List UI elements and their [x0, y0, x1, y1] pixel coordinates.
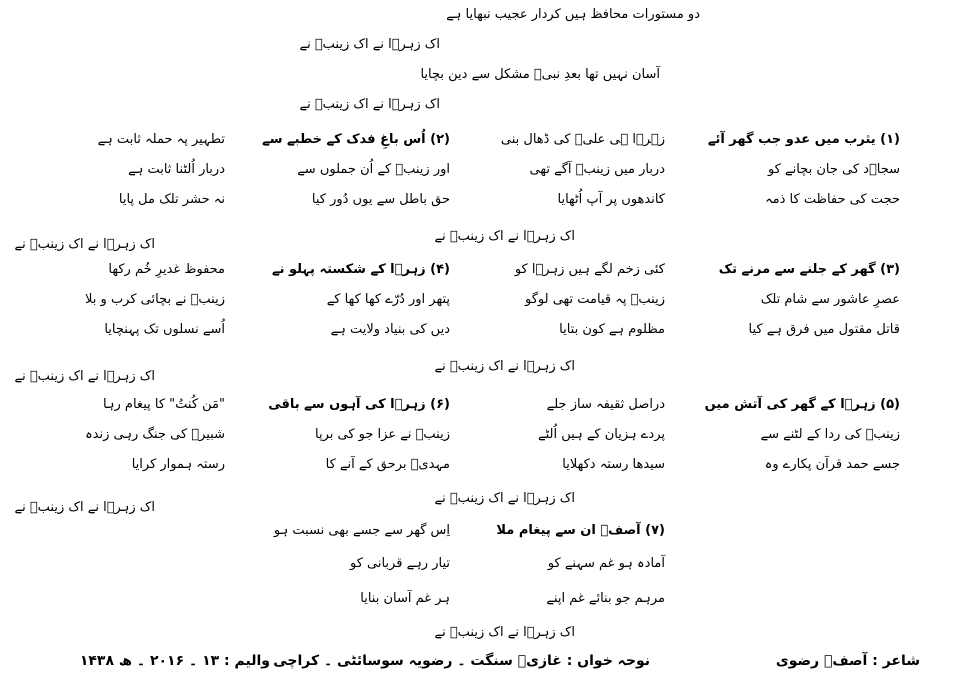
stanza-2-line-2-col-4: زینبؑ نے بچائی کرب و بلا	[85, 292, 225, 307]
stanza-1-line-2-col-2: دربار میں زینبؑ آگے تھی	[529, 162, 665, 177]
stanza-3-line-3-col-2: سیدھا رستہ دکھلایا	[562, 457, 665, 472]
stanza-2-line-3-col-3: دیں کی بنیاد ولایت ہے	[330, 322, 450, 337]
intro-refrain-2: اک زہرؑا نے اک زینبؑ نے	[299, 97, 440, 112]
final-line-3-col-2: ہر غم آسان بنایا	[360, 591, 450, 606]
stanza-2-line-1-col-1: (۳) گھر کے جلنے سے مرنے تک	[718, 262, 900, 277]
stanza-2-refrain-a: اک زہرؑا نے اک زینبؑ نے	[434, 359, 575, 374]
volume-info: والیم : ۱۳ ۔ ۲۰۱۶ ۔ ھ ۱۴۳۸	[79, 653, 270, 669]
stanza-1-refrain-b: اک زہرؑا نے اک زینبؑ نے	[14, 237, 155, 252]
stanza-3-refrain-a: اک زہرؑا نے اک زینبؑ نے	[434, 491, 575, 506]
stanza-2-line-3-col-1: قاتل مقتول میں فرق ہے کیا	[748, 322, 900, 337]
stanza-2-line-3-col-4: اُسے نسلوں تک پہنچایا	[104, 322, 225, 337]
final-refrain: اک زہرؑا نے اک زینبؑ نے	[434, 625, 575, 640]
stanza-3-line-3-col-3: مہدیؑ برحق کے آنے کا	[325, 457, 450, 472]
stanza-3-line-2-col-4: شبیرؑ کی جنگ رہی زندہ	[85, 427, 225, 442]
stanza-3-line-1-col-3: (۶) زہرؑا کی آہوں سے باقی	[268, 397, 450, 412]
stanza-3-line-1-col-4: "مَن کُنتُ" کا پیغام رہا	[102, 397, 225, 412]
stanza-3-line-1-col-1: (۵) زہرؑا کے گھر کی آتش میں	[704, 397, 900, 412]
intro-line-2: آسان نہیں تھا بعدِ نبیؐ مشکل سے دین بچایا	[420, 67, 660, 82]
stanza-1-line-2-col-3: اور زینبؑ کے اُن جملوں سے	[297, 162, 450, 177]
stanza-1-line-2-col-4: دربار اُلٹنا ثابت ہے	[128, 162, 225, 177]
stanza-2-line-2-col-3: پتھر اور دُرّے کھا کھا کے	[326, 292, 450, 307]
final-line-2-col-1: آمادہ ہو غم سہنے کو	[547, 556, 665, 571]
final-line-1-col-1: (۷) آصفؔ ان سے پیغام ملا	[496, 523, 665, 538]
stanza-2-refrain-b: اک زہرؑا نے اک زینبؑ نے	[14, 369, 155, 384]
stanza-1-line-2-col-1: سجاؑد کی جان بچانے کو	[767, 162, 900, 177]
stanza-1-line-3-col-4: نہ حشر تلک مل پایا	[118, 192, 225, 207]
intro-refrain-1: اک زہرؑا نے اک زینبؑ نے	[299, 37, 440, 52]
stanza-3-line-3-col-1: جسے حمد قرآن پکارے وہ	[764, 457, 900, 472]
stanza-2-line-3-col-2: مظلوم ہے کون بتایا	[559, 322, 665, 337]
stanza-3-line-2-col-3: زینبؑ نے عزا جو کی برپا	[315, 427, 450, 442]
stanza-1-line-1-col-2: زہرؑا ہی علیؑ کی ڈھال بنی	[500, 132, 665, 147]
reciter-credit: نوحہ خواں : غازیؑ سنگت ۔ رضویہ سوسائٹی ۔ کراچی	[273, 653, 650, 669]
stanza-2-line-1-col-4: محفوظ غدیرِ خُم رکھا	[108, 262, 225, 277]
stanza-2-line-1-col-3: (۴) زہرؑا کے شکستہ پہلو نے	[271, 262, 450, 277]
stanza-2-line-2-col-1: عصرِ عاشور سے شام تلک	[760, 292, 900, 307]
stanza-3-line-2-col-2: پردے ہزیان کے ہیں اُلٹے	[538, 427, 665, 442]
stanza-1-line-3-col-3: حق باطل سے یوں دُور کیا	[311, 192, 450, 207]
stanza-1-line-1-col-1: (۱) یثرب میں عدو جب گھر آئے	[707, 132, 900, 147]
final-line-3-col-1: مرہم جو بنائے غم اپنے	[546, 591, 665, 606]
stanza-2-line-2-col-2: زینبؑ پہ قیامت تھی لوگو	[524, 292, 665, 307]
stanza-2-line-1-col-2: کئی زخم لگے ہیں زہرؑا کو	[514, 262, 665, 277]
stanza-1-line-1-col-3: (۲) اُس باغِ فدک کے خطبے سے	[262, 132, 450, 147]
stanza-1-line-3-col-1: حجت کی حفاظت کا ذمہ	[765, 192, 900, 207]
stanza-3-line-1-col-2: دراصل ثقیفہ ساز جلے	[546, 397, 665, 412]
stanza-1-line-3-col-2: کاندھوں پر آپ اُٹھایا	[557, 192, 665, 207]
poet-credit: شاعر : آصفؔ رضوی	[775, 653, 920, 669]
stanza-3-line-3-col-4: رستہ ہموار کرایا	[131, 457, 225, 472]
stanza-3-line-2-col-1: زینبؑ کی ردا کے لٹنے سے	[760, 427, 900, 442]
final-line-1-col-2: اِس گھر سے جسے بھی نسبت ہو	[273, 523, 450, 538]
stanza-3-refrain-b: اک زہرؑا نے اک زینبؑ نے	[14, 500, 155, 515]
final-line-2-col-2: تیار رہے قربانی کو	[349, 556, 450, 571]
stanza-1-refrain-a: اک زہرؑا نے اک زینبؑ نے	[434, 229, 575, 244]
intro-line-1: دو مستورات محافظ ہیں کردار عجیب نبھایا ہے	[446, 7, 700, 22]
stanza-1-line-1-col-4: تطہیر پہ حملہ ثابت ہے	[97, 132, 225, 147]
